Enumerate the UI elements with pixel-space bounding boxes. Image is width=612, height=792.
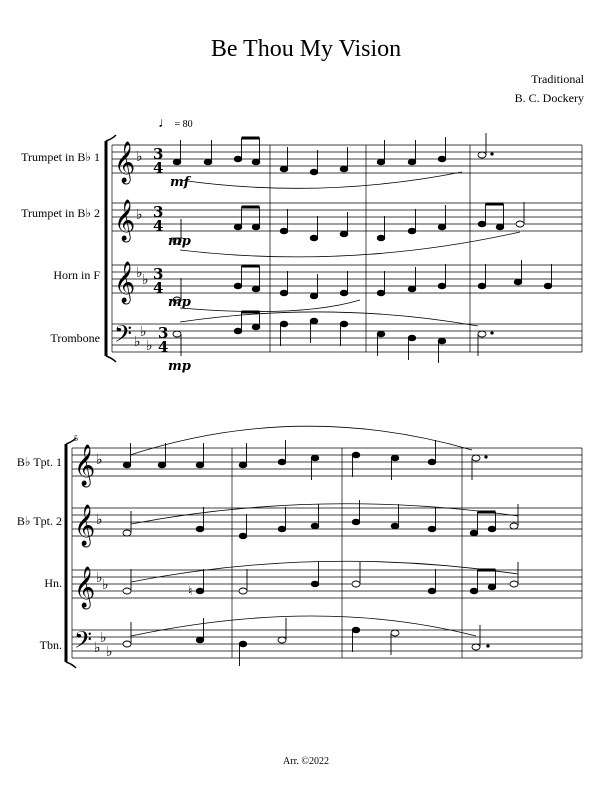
- flat-icon: ♭: [100, 630, 107, 646]
- flat-icon: ♭: [102, 577, 109, 593]
- instrument-short-horn: Hn.: [44, 576, 62, 590]
- treble-clef-icon: 𝄞: [114, 200, 136, 241]
- flat-icon: ♭: [146, 338, 153, 354]
- flat-icon: ♭: [94, 640, 101, 656]
- flat-icon: ♭: [106, 644, 113, 660]
- flat-icon: ♭: [136, 207, 143, 223]
- svg-text:3: 3: [153, 203, 164, 221]
- instrument-short-trombone: Tbn.: [39, 638, 62, 652]
- instrument-short-trumpet-2: B♭ Tpt. 2: [16, 514, 62, 528]
- flat-icon: ♭: [136, 149, 143, 165]
- staff-trumpet-2-s2: [72, 508, 582, 536]
- instrument-name-trombone: Trombone: [50, 331, 100, 345]
- treble-clef-icon: 𝄞: [114, 262, 136, 303]
- flat-icon: ♭: [134, 334, 141, 350]
- treble-clef-icon: 𝄞: [74, 567, 96, 608]
- page-title: Be Thou My Vision: [210, 36, 402, 62]
- svg-text:3: 3: [158, 324, 169, 342]
- staff-trombone: [112, 324, 582, 352]
- svg-text:4: 4: [153, 279, 164, 297]
- instrument-name-trumpet-2: Trumpet in B♭ 2: [21, 206, 100, 220]
- instrument-name-horn: Horn in F: [53, 268, 100, 282]
- copyright-footer: Arr. ©2022: [283, 756, 329, 767]
- dynamic-mf: mf: [170, 175, 190, 190]
- tempo-value: = 80: [174, 119, 193, 130]
- flat-icon: ♭: [142, 272, 149, 288]
- svg-text:3: 3: [153, 265, 164, 283]
- notes-system-1: [171, 133, 552, 363]
- svg-text:4: 4: [158, 338, 169, 356]
- measure-number: 5: [74, 434, 78, 443]
- bass-clef-icon: 𝄢: [74, 626, 93, 659]
- staff-horn: [112, 265, 582, 293]
- svg-text:3: 3: [153, 145, 164, 163]
- arranger-credit: B. C. Dockery: [514, 91, 584, 105]
- quarter-note-icon: ♩: [158, 116, 172, 131]
- staff-horn-s2: [72, 570, 582, 598]
- treble-clef-icon: 𝄞: [74, 505, 96, 546]
- staff-trumpet-1-s2: [72, 448, 582, 476]
- flat-icon: ♭: [136, 265, 143, 281]
- barlines-system-2: [232, 448, 582, 658]
- svg-text:4: 4: [153, 217, 164, 235]
- dynamic-mp: mp: [168, 234, 191, 249]
- bass-clef-icon: 𝄢: [114, 320, 133, 353]
- flat-icon: ♭: [96, 570, 103, 586]
- staff-trombone-s2: [72, 630, 582, 658]
- composer-credit: Traditional: [531, 72, 584, 86]
- flat-icon: ♭: [140, 324, 147, 340]
- flat-icon: ♭: [96, 452, 103, 468]
- dynamic-mp: mp: [168, 295, 191, 310]
- flat-icon: ♭: [96, 512, 103, 528]
- treble-clef-icon: 𝄞: [114, 142, 136, 183]
- dynamic-mp: mp: [168, 359, 191, 374]
- instrument-short-trumpet-1: B♭ Tpt. 1: [16, 455, 62, 469]
- staff-trumpet-2: [112, 203, 582, 231]
- instrument-name-trumpet-1: Trumpet in B♭ 1: [21, 150, 100, 164]
- natural-icon: ♮: [188, 584, 193, 598]
- svg-text:4: 4: [153, 159, 164, 177]
- clefs-system-2: [74, 444, 113, 660]
- treble-clef-icon: 𝄞: [74, 445, 96, 486]
